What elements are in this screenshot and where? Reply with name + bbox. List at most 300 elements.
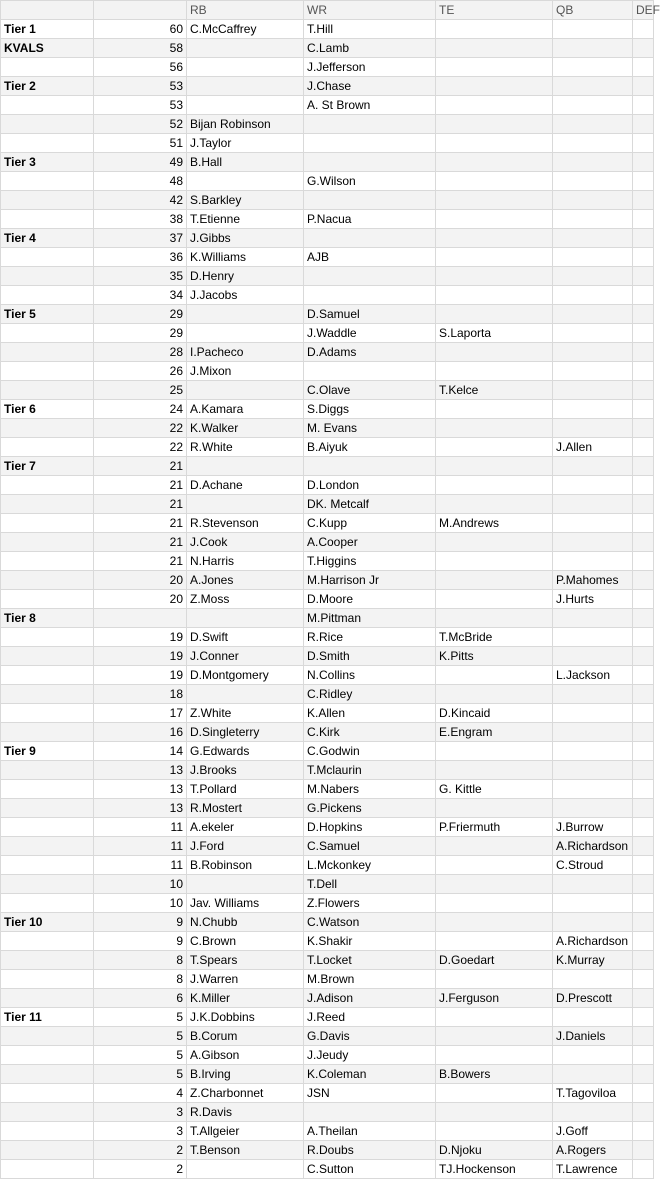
qb-cell[interactable]	[553, 20, 633, 39]
value-cell[interactable]: 18	[94, 685, 187, 704]
qb-cell[interactable]	[553, 267, 633, 286]
qb-cell[interactable]	[553, 913, 633, 932]
qb-cell[interactable]	[553, 153, 633, 172]
value-cell[interactable]: 21	[94, 495, 187, 514]
te-cell[interactable]	[436, 96, 553, 115]
wr-cell[interactable]	[304, 267, 436, 286]
te-cell[interactable]	[436, 571, 553, 590]
te-cell[interactable]	[436, 400, 553, 419]
tier-cell[interactable]	[1, 951, 94, 970]
value-cell[interactable]: 10	[94, 894, 187, 913]
tier-cell[interactable]	[1, 210, 94, 229]
rb-cell[interactable]: J.K.Dobbins	[187, 1008, 304, 1027]
qb-cell[interactable]	[553, 761, 633, 780]
tier-cell[interactable]: Tier 3	[1, 153, 94, 172]
rb-cell[interactable]: J.Cook	[187, 533, 304, 552]
value-cell[interactable]: 36	[94, 248, 187, 267]
value-cell[interactable]: 3	[94, 1103, 187, 1122]
def-cell[interactable]	[633, 20, 654, 39]
def-cell[interactable]	[633, 647, 654, 666]
wr-cell[interactable]: K.Shakir	[304, 932, 436, 951]
wr-cell[interactable]	[304, 115, 436, 134]
te-cell[interactable]: D.Kincaid	[436, 704, 553, 723]
wr-cell[interactable]: D.London	[304, 476, 436, 495]
def-cell[interactable]	[633, 628, 654, 647]
wr-cell[interactable]	[304, 153, 436, 172]
def-cell[interactable]	[633, 172, 654, 191]
qb-cell[interactable]	[553, 115, 633, 134]
rb-cell[interactable]	[187, 457, 304, 476]
def-cell[interactable]	[633, 381, 654, 400]
tier-cell[interactable]	[1, 932, 94, 951]
def-cell[interactable]	[633, 286, 654, 305]
def-cell[interactable]	[633, 818, 654, 837]
tier-cell[interactable]	[1, 1065, 94, 1084]
tier-cell[interactable]	[1, 1027, 94, 1046]
qb-cell[interactable]: T.Lawrence	[553, 1160, 633, 1179]
def-cell[interactable]	[633, 134, 654, 153]
wr-cell[interactable]	[304, 457, 436, 476]
wr-cell[interactable]: JSN	[304, 1084, 436, 1103]
te-cell[interactable]	[436, 20, 553, 39]
qb-cell[interactable]: K.Murray	[553, 951, 633, 970]
tier-cell[interactable]	[1, 514, 94, 533]
rb-cell[interactable]: R.Davis	[187, 1103, 304, 1122]
rb-cell[interactable]: T.Spears	[187, 951, 304, 970]
qb-cell[interactable]	[553, 58, 633, 77]
tier-cell[interactable]: Tier 11	[1, 1008, 94, 1027]
value-cell[interactable]: 25	[94, 381, 187, 400]
wr-cell[interactable]: S.Diggs	[304, 400, 436, 419]
tier-cell[interactable]	[1, 571, 94, 590]
value-cell[interactable]: 29	[94, 324, 187, 343]
wr-cell[interactable]: C.Godwin	[304, 742, 436, 761]
wr-cell[interactable]	[304, 191, 436, 210]
wr-cell[interactable]: J.Jeudy	[304, 1046, 436, 1065]
rb-cell[interactable]: J.Gibbs	[187, 229, 304, 248]
wr-cell[interactable]: M.Pittman	[304, 609, 436, 628]
def-cell[interactable]	[633, 989, 654, 1008]
qb-cell[interactable]	[553, 343, 633, 362]
wr-cell[interactable]: D.Adams	[304, 343, 436, 362]
value-cell[interactable]: 5	[94, 1008, 187, 1027]
tier-cell[interactable]	[1, 989, 94, 1008]
def-cell[interactable]	[633, 39, 654, 58]
def-cell[interactable]	[633, 400, 654, 419]
tier-cell[interactable]	[1, 875, 94, 894]
def-cell[interactable]	[633, 1008, 654, 1027]
value-cell[interactable]	[94, 609, 187, 628]
tier-cell[interactable]	[1, 172, 94, 191]
rb-cell[interactable]: T.Benson	[187, 1141, 304, 1160]
te-cell[interactable]: E.Engram	[436, 723, 553, 742]
wr-cell[interactable]: A. St Brown	[304, 96, 436, 115]
def-cell[interactable]	[633, 1027, 654, 1046]
value-cell[interactable]: 19	[94, 647, 187, 666]
def-cell[interactable]	[633, 742, 654, 761]
te-cell[interactable]	[436, 552, 553, 571]
tier-cell[interactable]: Tier 5	[1, 305, 94, 324]
tier-cell[interactable]	[1, 970, 94, 989]
qb-cell[interactable]	[553, 324, 633, 343]
value-cell[interactable]: 8	[94, 970, 187, 989]
header-rb[interactable]: RB	[187, 1, 304, 20]
wr-cell[interactable]: T.Locket	[304, 951, 436, 970]
value-cell[interactable]: 13	[94, 761, 187, 780]
rb-cell[interactable]	[187, 77, 304, 96]
qb-cell[interactable]	[553, 970, 633, 989]
wr-cell[interactable]: R.Doubs	[304, 1141, 436, 1160]
rb-cell[interactable]: Z.Moss	[187, 590, 304, 609]
rb-cell[interactable]: B.Robinson	[187, 856, 304, 875]
value-cell[interactable]: 6	[94, 989, 187, 1008]
wr-cell[interactable]	[304, 134, 436, 153]
def-cell[interactable]	[633, 875, 654, 894]
tier-cell[interactable]	[1, 381, 94, 400]
def-cell[interactable]	[633, 666, 654, 685]
qb-cell[interactable]	[553, 1103, 633, 1122]
qb-cell[interactable]: J.Daniels	[553, 1027, 633, 1046]
qb-cell[interactable]: A.Richardson	[553, 837, 633, 856]
def-cell[interactable]	[633, 533, 654, 552]
def-cell[interactable]	[633, 419, 654, 438]
value-cell[interactable]: 49	[94, 153, 187, 172]
wr-cell[interactable]: D.Smith	[304, 647, 436, 666]
te-cell[interactable]	[436, 229, 553, 248]
value-cell[interactable]: 2	[94, 1160, 187, 1179]
wr-cell[interactable]: J.Adison	[304, 989, 436, 1008]
tier-cell[interactable]	[1, 590, 94, 609]
te-cell[interactable]	[436, 172, 553, 191]
qb-cell[interactable]	[553, 134, 633, 153]
te-cell[interactable]	[436, 875, 553, 894]
wr-cell[interactable]: G.Wilson	[304, 172, 436, 191]
rb-cell[interactable]: Z.White	[187, 704, 304, 723]
wr-cell[interactable]: M. Evans	[304, 419, 436, 438]
tier-cell[interactable]	[1, 780, 94, 799]
value-cell[interactable]: 52	[94, 115, 187, 134]
value-cell[interactable]: 53	[94, 77, 187, 96]
rb-cell[interactable]: B.Corum	[187, 1027, 304, 1046]
qb-cell[interactable]	[553, 476, 633, 495]
te-cell[interactable]: G. Kittle	[436, 780, 553, 799]
value-cell[interactable]: 21	[94, 552, 187, 571]
value-cell[interactable]: 20	[94, 590, 187, 609]
rb-cell[interactable]: A.Jones	[187, 571, 304, 590]
def-cell[interactable]	[633, 590, 654, 609]
value-cell[interactable]: 58	[94, 39, 187, 58]
value-cell[interactable]: 56	[94, 58, 187, 77]
value-cell[interactable]: 9	[94, 932, 187, 951]
value-cell[interactable]: 21	[94, 457, 187, 476]
te-cell[interactable]	[436, 77, 553, 96]
tier-cell[interactable]	[1, 286, 94, 305]
wr-cell[interactable]: A.Cooper	[304, 533, 436, 552]
wr-cell[interactable]: A.Theilan	[304, 1122, 436, 1141]
wr-cell[interactable]	[304, 286, 436, 305]
def-cell[interactable]	[633, 951, 654, 970]
rb-cell[interactable]: S.Barkley	[187, 191, 304, 210]
qb-cell[interactable]: T.Tagoviloa	[553, 1084, 633, 1103]
tier-cell[interactable]	[1, 1160, 94, 1179]
qb-cell[interactable]: J.Allen	[553, 438, 633, 457]
value-cell[interactable]: 24	[94, 400, 187, 419]
qb-cell[interactable]	[553, 647, 633, 666]
te-cell[interactable]: J.Ferguson	[436, 989, 553, 1008]
def-cell[interactable]	[633, 856, 654, 875]
qb-cell[interactable]	[553, 685, 633, 704]
tier-cell[interactable]	[1, 1141, 94, 1160]
qb-cell[interactable]	[553, 628, 633, 647]
wr-cell[interactable]: J.Jefferson	[304, 58, 436, 77]
def-cell[interactable]	[633, 1122, 654, 1141]
qb-cell[interactable]	[553, 381, 633, 400]
rb-cell[interactable]	[187, 685, 304, 704]
def-cell[interactable]	[633, 115, 654, 134]
value-cell[interactable]: 11	[94, 837, 187, 856]
te-cell[interactable]: P.Friermuth	[436, 818, 553, 837]
wr-cell[interactable]	[304, 229, 436, 248]
value-cell[interactable]: 13	[94, 799, 187, 818]
rb-cell[interactable]: D.Achane	[187, 476, 304, 495]
wr-cell[interactable]: T.Higgins	[304, 552, 436, 571]
tier-cell[interactable]	[1, 837, 94, 856]
tier-cell[interactable]: Tier 9	[1, 742, 94, 761]
te-cell[interactable]	[436, 115, 553, 134]
qb-cell[interactable]: D.Prescott	[553, 989, 633, 1008]
tier-cell[interactable]: Tier 2	[1, 77, 94, 96]
rb-cell[interactable]: G.Edwards	[187, 742, 304, 761]
qb-cell[interactable]	[553, 609, 633, 628]
rb-cell[interactable]	[187, 58, 304, 77]
def-cell[interactable]	[633, 267, 654, 286]
rb-cell[interactable]: D.Singleterry	[187, 723, 304, 742]
tier-cell[interactable]: Tier 7	[1, 457, 94, 476]
qb-cell[interactable]	[553, 362, 633, 381]
value-cell[interactable]: 22	[94, 419, 187, 438]
qb-cell[interactable]	[553, 533, 633, 552]
rb-cell[interactable]: A.Gibson	[187, 1046, 304, 1065]
tier-cell[interactable]	[1, 856, 94, 875]
rb-cell[interactable]	[187, 609, 304, 628]
te-cell[interactable]	[436, 343, 553, 362]
te-cell[interactable]	[436, 153, 553, 172]
def-cell[interactable]	[633, 324, 654, 343]
te-cell[interactable]	[436, 1008, 553, 1027]
value-cell[interactable]: 42	[94, 191, 187, 210]
value-cell[interactable]: 8	[94, 951, 187, 970]
tier-cell[interactable]	[1, 1046, 94, 1065]
header-blank-b[interactable]	[94, 1, 187, 20]
wr-cell[interactable]: T.Hill	[304, 20, 436, 39]
qb-cell[interactable]	[553, 96, 633, 115]
tier-cell[interactable]	[1, 476, 94, 495]
rb-cell[interactable]: J.Jacobs	[187, 286, 304, 305]
def-cell[interactable]	[633, 96, 654, 115]
qb-cell[interactable]: P.Mahomes	[553, 571, 633, 590]
wr-cell[interactable]: C.Samuel	[304, 837, 436, 856]
value-cell[interactable]: 13	[94, 780, 187, 799]
tier-cell[interactable]: Tier 8	[1, 609, 94, 628]
value-cell[interactable]: 19	[94, 666, 187, 685]
te-cell[interactable]: T.McBride	[436, 628, 553, 647]
wr-cell[interactable]: DK. Metcalf	[304, 495, 436, 514]
rb-cell[interactable]: R.White	[187, 438, 304, 457]
rb-cell[interactable]	[187, 172, 304, 191]
def-cell[interactable]	[633, 438, 654, 457]
def-cell[interactable]	[633, 362, 654, 381]
rb-cell[interactable]: T.Pollard	[187, 780, 304, 799]
value-cell[interactable]: 53	[94, 96, 187, 115]
qb-cell[interactable]	[553, 1065, 633, 1084]
te-cell[interactable]: S.Laporta	[436, 324, 553, 343]
rb-cell[interactable]: T.Etienne	[187, 210, 304, 229]
te-cell[interactable]	[436, 1103, 553, 1122]
te-cell[interactable]	[436, 894, 553, 913]
qb-cell[interactable]: J.Hurts	[553, 590, 633, 609]
qb-cell[interactable]	[553, 704, 633, 723]
wr-cell[interactable]: C.Kupp	[304, 514, 436, 533]
qb-cell[interactable]	[553, 191, 633, 210]
def-cell[interactable]	[633, 210, 654, 229]
qb-cell[interactable]	[553, 172, 633, 191]
tier-cell[interactable]	[1, 248, 94, 267]
rb-cell[interactable]: D.Henry	[187, 267, 304, 286]
te-cell[interactable]	[436, 666, 553, 685]
value-cell[interactable]: 51	[94, 134, 187, 153]
wr-cell[interactable]: D.Moore	[304, 590, 436, 609]
qb-cell[interactable]	[553, 1046, 633, 1065]
te-cell[interactable]	[436, 58, 553, 77]
value-cell[interactable]: 29	[94, 305, 187, 324]
wr-cell[interactable]: N.Collins	[304, 666, 436, 685]
wr-cell[interactable]: T.Mclaurin	[304, 761, 436, 780]
rb-cell[interactable]	[187, 381, 304, 400]
def-cell[interactable]	[633, 514, 654, 533]
rb-cell[interactable]: C.Brown	[187, 932, 304, 951]
rb-cell[interactable]	[187, 875, 304, 894]
value-cell[interactable]: 28	[94, 343, 187, 362]
te-cell[interactable]	[436, 742, 553, 761]
value-cell[interactable]: 9	[94, 913, 187, 932]
wr-cell[interactable]: AJB	[304, 248, 436, 267]
value-cell[interactable]: 5	[94, 1027, 187, 1046]
te-cell[interactable]	[436, 837, 553, 856]
def-cell[interactable]	[633, 58, 654, 77]
rb-cell[interactable]: K.Miller	[187, 989, 304, 1008]
value-cell[interactable]: 20	[94, 571, 187, 590]
rb-cell[interactable]: J.Taylor	[187, 134, 304, 153]
rb-cell[interactable]: A.ekeler	[187, 818, 304, 837]
te-cell[interactable]: K.Pitts	[436, 647, 553, 666]
def-cell[interactable]	[633, 1160, 654, 1179]
wr-cell[interactable]: K.Allen	[304, 704, 436, 723]
qb-cell[interactable]	[553, 286, 633, 305]
def-cell[interactable]	[633, 609, 654, 628]
tier-cell[interactable]	[1, 647, 94, 666]
tier-cell[interactable]: Tier 4	[1, 229, 94, 248]
wr-cell[interactable]: L.Mckonkey	[304, 856, 436, 875]
te-cell[interactable]	[436, 191, 553, 210]
rb-cell[interactable]: T.Allgeier	[187, 1122, 304, 1141]
def-cell[interactable]	[633, 704, 654, 723]
wr-cell[interactable]: C.Ridley	[304, 685, 436, 704]
value-cell[interactable]: 21	[94, 476, 187, 495]
qb-cell[interactable]	[553, 552, 633, 571]
rb-cell[interactable]: Jav. Williams	[187, 894, 304, 913]
rb-cell[interactable]: C.McCaffrey	[187, 20, 304, 39]
te-cell[interactable]	[436, 590, 553, 609]
qb-cell[interactable]	[553, 723, 633, 742]
value-cell[interactable]: 2	[94, 1141, 187, 1160]
value-cell[interactable]: 19	[94, 628, 187, 647]
te-cell[interactable]	[436, 609, 553, 628]
value-cell[interactable]: 26	[94, 362, 187, 381]
tier-cell[interactable]	[1, 438, 94, 457]
te-cell[interactable]	[436, 1084, 553, 1103]
tier-cell[interactable]	[1, 343, 94, 362]
tier-cell[interactable]	[1, 1103, 94, 1122]
rb-cell[interactable]: Bijan Robinson	[187, 115, 304, 134]
value-cell[interactable]: 48	[94, 172, 187, 191]
tier-cell[interactable]	[1, 552, 94, 571]
rb-cell[interactable]	[187, 96, 304, 115]
te-cell[interactable]	[436, 362, 553, 381]
qb-cell[interactable]: L.Jackson	[553, 666, 633, 685]
te-cell[interactable]	[436, 761, 553, 780]
def-cell[interactable]	[633, 229, 654, 248]
te-cell[interactable]	[436, 305, 553, 324]
tier-cell[interactable]	[1, 115, 94, 134]
def-cell[interactable]	[633, 571, 654, 590]
qb-cell[interactable]	[553, 875, 633, 894]
wr-cell[interactable]: C.Watson	[304, 913, 436, 932]
wr-cell[interactable]: T.Dell	[304, 875, 436, 894]
value-cell[interactable]: 11	[94, 818, 187, 837]
qb-cell[interactable]	[553, 495, 633, 514]
rb-cell[interactable]: K.Williams	[187, 248, 304, 267]
def-cell[interactable]	[633, 1103, 654, 1122]
tier-cell[interactable]	[1, 1084, 94, 1103]
tier-cell[interactable]	[1, 761, 94, 780]
tier-cell[interactable]	[1, 419, 94, 438]
rb-cell[interactable]: D.Swift	[187, 628, 304, 647]
qb-cell[interactable]	[553, 1008, 633, 1027]
rb-cell[interactable]	[187, 39, 304, 58]
def-cell[interactable]	[633, 457, 654, 476]
value-cell[interactable]: 60	[94, 20, 187, 39]
def-cell[interactable]	[633, 894, 654, 913]
te-cell[interactable]	[436, 286, 553, 305]
qb-cell[interactable]	[553, 457, 633, 476]
wr-cell[interactable]: R.Rice	[304, 628, 436, 647]
te-cell[interactable]	[436, 856, 553, 875]
te-cell[interactable]	[436, 476, 553, 495]
te-cell[interactable]	[436, 913, 553, 932]
rb-cell[interactable]: J.Brooks	[187, 761, 304, 780]
def-cell[interactable]	[633, 495, 654, 514]
te-cell[interactable]	[436, 799, 553, 818]
tier-cell[interactable]	[1, 58, 94, 77]
rb-cell[interactable]: J.Ford	[187, 837, 304, 856]
def-cell[interactable]	[633, 191, 654, 210]
wr-cell[interactable]: C.Kirk	[304, 723, 436, 742]
qb-cell[interactable]	[553, 400, 633, 419]
def-cell[interactable]	[633, 153, 654, 172]
tier-cell[interactable]	[1, 495, 94, 514]
te-cell[interactable]	[436, 1046, 553, 1065]
te-cell[interactable]: B.Bowers	[436, 1065, 553, 1084]
